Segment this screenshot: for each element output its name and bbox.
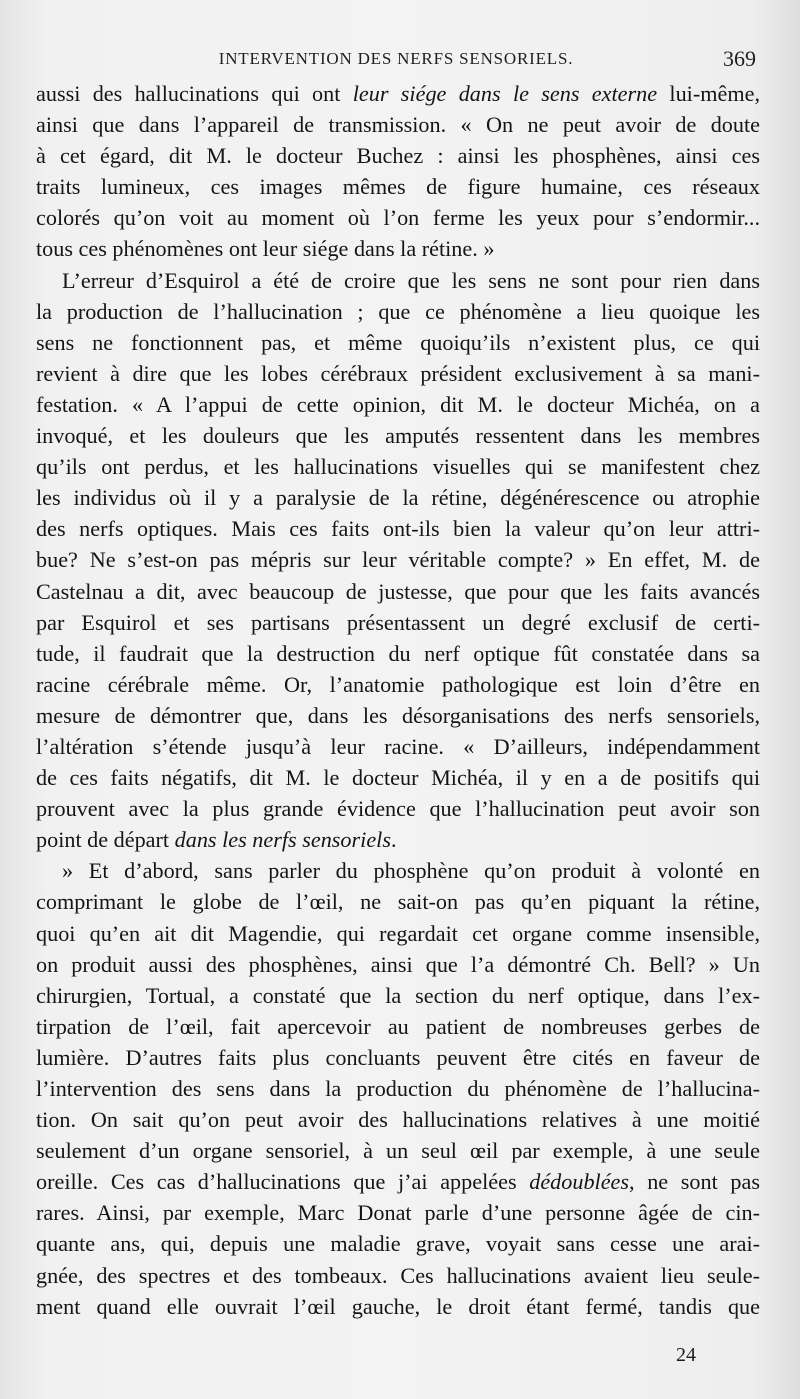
- text-line: [36, 1135, 760, 1166]
- text-line: [36, 1291, 760, 1322]
- line-text: tion. On sait qu’on peut avoir des hallucinations relatives à une moitié: [36, 1107, 760, 1133]
- text-line: [36, 793, 760, 824]
- line-text: , ne sont pas: [629, 1169, 760, 1195]
- text-line: [36, 544, 760, 575]
- line-text: traits lumineux, ces images mêmes de figure humaine, ces réseaux: [36, 174, 760, 200]
- text-line: [36, 700, 760, 731]
- text-line: [36, 140, 760, 171]
- text-line: [36, 669, 760, 700]
- text-line: [36, 855, 760, 886]
- text-line: [36, 265, 760, 296]
- italic-phrase: leur siége dans le sens externe: [352, 81, 658, 106]
- text-line: [36, 233, 760, 264]
- text-line: [36, 202, 760, 233]
- line-text: lui-même,: [657, 81, 760, 106]
- line-text: point de départ: [36, 827, 175, 853]
- italic-phrase: dans les nerfs sensoriels: [174, 827, 391, 853]
- line-text: ainsi que dans l’appareil de transmission. « On ne peut avoir de doute: [36, 112, 760, 138]
- line-text: gnée, des spectres et des tombeaux. Ces hallucinations avaient lieu seule-: [36, 1262, 760, 1288]
- page-header: [36, 42, 756, 76]
- line-text: rares. Ainsi, par exemple, Marc Donat parle d’une personne âgée de cin-: [36, 1200, 760, 1226]
- text-line: [36, 824, 760, 855]
- text-line: [36, 1042, 760, 1073]
- text-line: [36, 1166, 760, 1197]
- line-text: racine cérébrale même. Or, l’anatomie pathologique est loin d’être en: [36, 671, 760, 697]
- text-line: [36, 949, 760, 980]
- line-text: quante ans, qui, depuis une maladie grave, voyait sans cesse une arai-: [36, 1231, 760, 1257]
- line-text: des nerfs optiques. Mais ces faits ont-ils bien la valeur qu’on leur attri-: [36, 516, 760, 542]
- line-text: à cet égard, dit M. le docteur Buchez : ainsi les phosphènes, ainsi ces: [36, 143, 760, 169]
- line-text: tirpation de l’œil, fait apercevoir au patient de nombreuses gerbes de: [36, 1013, 760, 1039]
- line-text: colorés qu’on voit au moment où l’on ferme les yeux pour s’endormir...: [36, 205, 760, 231]
- line-text: festation. « A l’appui de cette opinion, dit M. le docteur Michéa, on a: [36, 391, 760, 417]
- line-text: L’erreur d’Esquirol a été de croire que les sens ne sont pour rien dans: [62, 267, 760, 293]
- line-text: comprimant le globe de l’œil, ne sait-on pas qu’en piquant la rétine,: [36, 889, 760, 915]
- line-text: les individus où il y a paralysie de la rétine, dégénérescence ou atrophie: [36, 485, 760, 511]
- line-text: chirurgien, Tortual, a constaté que la section du nerf optique, dans l’ex-: [36, 982, 760, 1008]
- line-text: » Et d’abord, sans parler du phosphène qu’on produit à volonté en: [62, 858, 760, 884]
- text-line: [36, 638, 760, 669]
- page-number: 369: [723, 46, 756, 71]
- text-line: [36, 1011, 760, 1042]
- line-text: prouvent avec la plus grande évidence que l’hallucination peut avoir son: [36, 796, 760, 822]
- line-text: de ces faits négatifs, dit M. le docteur Michéa, il y en a de positifs qui: [36, 765, 760, 791]
- text-line: [36, 1260, 760, 1291]
- line-text: l’altération s’étende jusqu’à leur racine. « D’ailleurs, indépendamment: [36, 733, 760, 759]
- text-line: [36, 513, 760, 544]
- text-line: [36, 980, 760, 1011]
- text-line: [36, 1104, 760, 1135]
- text-line: [36, 607, 760, 638]
- text-line: [36, 1197, 760, 1228]
- text-line: [36, 731, 760, 762]
- text-line: [36, 327, 760, 358]
- line-text: bue? Ne s’est-on pas mépris sur leur véritable compte? » En effet, M. de: [36, 547, 760, 573]
- signature-mark: 24: [676, 1344, 696, 1366]
- line-text: aussi des hallucinations qui ont: [36, 81, 353, 106]
- text-line: [36, 1073, 760, 1104]
- line-text: on produit aussi des phosphènes, ainsi que l’a démontré Ch. Bell? » Un: [36, 951, 760, 977]
- text-line: [36, 482, 760, 513]
- text-line: [36, 576, 760, 607]
- text-line: [36, 1228, 760, 1259]
- text-line: [36, 296, 760, 327]
- text-line: [36, 918, 760, 949]
- text-line: [36, 886, 760, 917]
- line-text: lumière. D’autres faits plus concluants peuvent être cités en faveur de: [36, 1044, 760, 1070]
- text-line: [36, 358, 760, 389]
- line-text: .: [390, 827, 397, 853]
- text-line: [36, 78, 760, 109]
- line-text: ment quand elle ouvrait l’œil gauche, le droit étant fermé, tandis que: [36, 1293, 760, 1319]
- line-text: tous ces phénomènes ont leur siége dans la rétine. »: [36, 236, 495, 262]
- line-text: invoqué, et les douleurs que les amputés ressentent dans les membres: [36, 423, 760, 449]
- text-line: [36, 762, 760, 793]
- line-text: qu’ils ont perdus, et les hallucinations visuelles qui se manifestent chez: [36, 454, 760, 480]
- line-text: oreille. Ces cas d’hallucinations que j’ai appelées: [36, 1169, 530, 1195]
- line-text: la production de l’hallucination ; que ce phénomène a lieu quoique les: [36, 298, 760, 324]
- body-text: [36, 78, 760, 1322]
- italic-phrase: dédoublées: [529, 1169, 630, 1195]
- line-text: quoi qu’en ait dit Magendie, qui regardait cet organe comme insensible,: [36, 920, 760, 946]
- line-text: tude, il faudrait que la destruction du nerf optique fût constatée dans sa: [36, 640, 760, 666]
- text-line: [36, 420, 760, 451]
- running-title: INTERVENTION DES NERFS SENSORIELS.: [218, 49, 574, 68]
- line-text: Castelnau a dit, avec beaucoup de justesse, que pour que les faits avancés: [36, 578, 760, 604]
- line-text: sens ne fonctionnent pas, et même quoiqu’ils n’existent plus, ce qui: [36, 329, 760, 355]
- text-line: [36, 171, 760, 202]
- text-line: [36, 451, 760, 482]
- line-text: par Esquirol et ses partisans présentassent un degré exclusif de certi-: [36, 609, 760, 635]
- line-text: seulement d’un organe sensoriel, à un seul œil par exemple, à une seule: [36, 1138, 760, 1164]
- text-line: [36, 389, 760, 420]
- line-text: mesure de démontrer que, dans les désorganisations des nerfs sensoriels,: [36, 702, 760, 728]
- text-line: [36, 109, 760, 140]
- line-text: l’intervention des sens dans la production du phénomène de l’hallucina-: [36, 1076, 760, 1101]
- line-text: revient à dire que les lobes cérébraux président exclusivement à sa mani-: [36, 360, 760, 386]
